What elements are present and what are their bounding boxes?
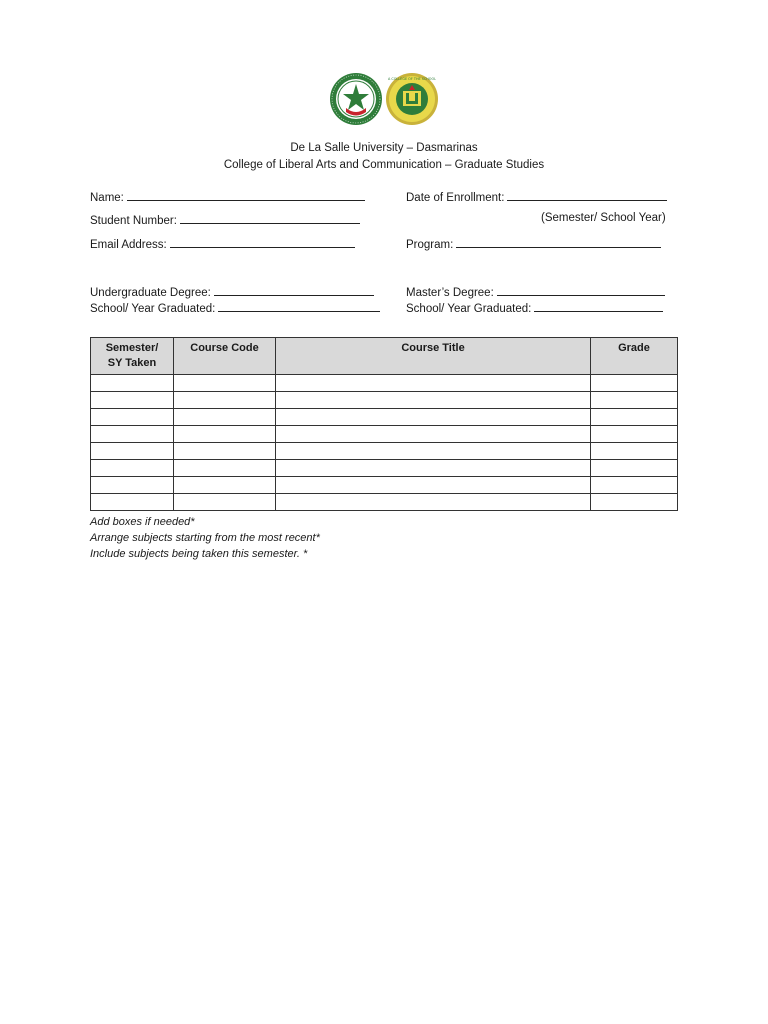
name-blank[interactable]: [127, 189, 365, 201]
course-title-cell[interactable]: [276, 477, 591, 494]
grade-cell[interactable]: [591, 443, 678, 460]
college-seal-ring-text: A COLLEGE OF THE SCHOOL: [387, 77, 437, 81]
logo-row: [0, 72, 768, 126]
grade-header: Grade: [591, 338, 678, 375]
undergrad-school-year-field[interactable]: [90, 300, 380, 316]
semester-school-year-note: (Semester/ School Year): [541, 212, 666, 224]
course-code-cell[interactable]: [174, 494, 276, 511]
university-seal-logo: [329, 72, 383, 126]
masters-degree-blank[interactable]: [497, 284, 665, 296]
masters-school-year-label: School/ Year Graduated:: [406, 303, 532, 315]
student-number-label: Student Number:: [90, 215, 177, 227]
student-number-field[interactable]: [90, 212, 360, 228]
document-header: [0, 140, 768, 174]
course-title-cell[interactable]: [276, 426, 591, 443]
college-seal-logo: [385, 72, 439, 126]
name-field[interactable]: [90, 189, 365, 205]
semester-cell[interactable]: [91, 375, 174, 392]
enrollment-blank[interactable]: [507, 189, 667, 201]
course-code-cell[interactable]: [174, 375, 276, 392]
university-name: De La Salle University – Dasmarinas: [290, 142, 478, 154]
masters-degree-label: Master’s Degree:: [406, 287, 494, 299]
course-code-cell[interactable]: [174, 409, 276, 426]
note-arrange-subjects: Arrange subjects starting from the most recent*: [90, 532, 320, 544]
course-code-cell[interactable]: [174, 477, 276, 494]
table-row: [91, 460, 678, 477]
semester-cell[interactable]: [91, 443, 174, 460]
semester-cell[interactable]: [91, 460, 174, 477]
table-notes: [90, 514, 320, 562]
grade-cell[interactable]: [591, 426, 678, 443]
masters-school-year-blank[interactable]: [534, 300, 663, 312]
grade-cell[interactable]: [591, 375, 678, 392]
program-label: Program:: [406, 239, 454, 251]
table-row: [91, 494, 678, 511]
undergrad-school-year-label: School/ Year Graduated:: [90, 303, 216, 315]
college-name: College of Liberal Arts and Communication – Graduate Studies: [223, 159, 545, 171]
table-row: [91, 477, 678, 494]
undergrad-degree-label: Undergraduate Degree:: [90, 287, 211, 299]
email-label: Email Address:: [90, 239, 167, 251]
email-blank[interactable]: [170, 236, 355, 248]
course-title-header: Course Title: [276, 338, 591, 375]
course-title-cell[interactable]: [276, 494, 591, 511]
course-code-header: Course Code: [174, 338, 276, 375]
grade-cell[interactable]: [591, 392, 678, 409]
semester-cell[interactable]: [91, 494, 174, 511]
course-code-cell[interactable]: [174, 426, 276, 443]
note-include-current: Include subjects being taken this semester. *: [90, 548, 308, 560]
undergrad-school-year-blank[interactable]: [218, 300, 380, 312]
table-row: [91, 426, 678, 443]
email-field[interactable]: [90, 236, 355, 252]
course-title-cell[interactable]: [276, 392, 591, 409]
course-title-cell[interactable]: [276, 443, 591, 460]
table-row: [91, 375, 678, 392]
masters-degree-field[interactable]: [406, 284, 665, 300]
grade-cell[interactable]: [591, 460, 678, 477]
grade-cell[interactable]: [591, 494, 678, 511]
semester-cell[interactable]: [91, 392, 174, 409]
note-add-boxes: Add boxes if needed*: [90, 516, 195, 528]
undergrad-degree-field[interactable]: [90, 284, 374, 300]
table-row: [91, 409, 678, 426]
masters-school-year-field[interactable]: [406, 300, 663, 316]
course-title-cell[interactable]: [276, 375, 591, 392]
program-blank[interactable]: [456, 236, 661, 248]
name-label: Name:: [90, 192, 124, 204]
student-number-blank[interactable]: [180, 212, 360, 224]
courses-table: [90, 337, 678, 511]
semester-cell[interactable]: [91, 477, 174, 494]
semester-cell[interactable]: [91, 426, 174, 443]
undergrad-degree-blank[interactable]: [214, 284, 374, 296]
course-title-cell[interactable]: [276, 409, 591, 426]
course-code-cell[interactable]: [174, 392, 276, 409]
program-field[interactable]: [406, 236, 661, 252]
table-header-row: [91, 338, 678, 375]
course-code-cell[interactable]: [174, 443, 276, 460]
enrollment-label: Date of Enrollment:: [406, 192, 505, 204]
table-row: [91, 443, 678, 460]
grade-cell[interactable]: [591, 409, 678, 426]
course-title-cell[interactable]: [276, 460, 591, 477]
grade-cell[interactable]: [591, 477, 678, 494]
table-row: [91, 392, 678, 409]
course-code-cell[interactable]: [174, 460, 276, 477]
enrollment-field[interactable]: [406, 189, 667, 205]
semester-header: Semester/ SY Taken: [91, 338, 174, 375]
semester-cell[interactable]: [91, 409, 174, 426]
